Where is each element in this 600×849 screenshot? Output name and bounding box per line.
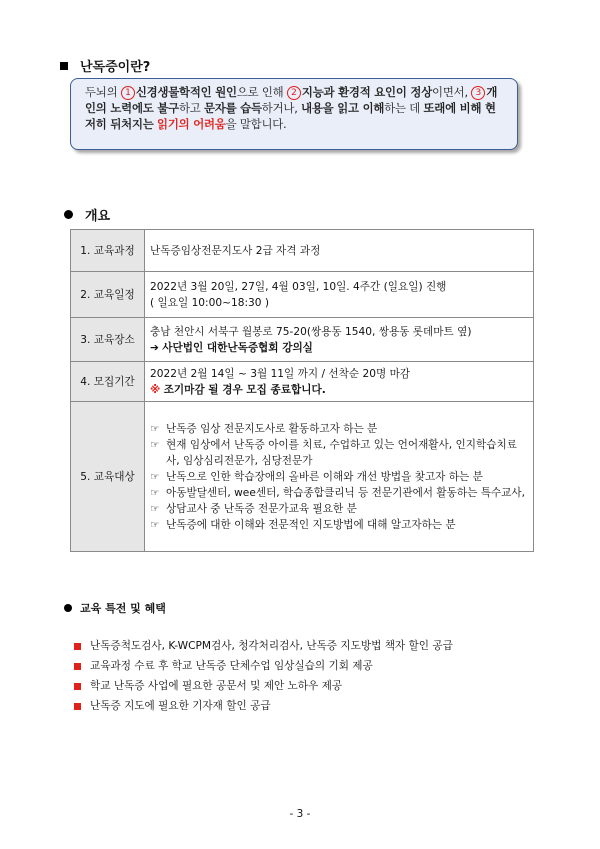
section-heading-dyslexia-definition	[60, 56, 150, 75]
list-item: ☞ 난독증 임상 전문지도사로 활동하고자 하는 분	[150, 422, 378, 435]
round-bullet-icon	[64, 210, 73, 219]
schedule-time: ( 일요일 10:00~18:30 )	[150, 296, 270, 309]
list-item: ☞ 상담교사 중 난독증 전문가교육 필요한 분	[150, 502, 357, 515]
schedule-dates: 2022년 3월 20일, 27일, 4월 03일, 10일. 4주간 (일요일) 진행	[150, 280, 447, 293]
definition-emphasis: 신경생물학적인 원인	[135, 85, 237, 99]
pointing-hand-icon: ☞	[150, 486, 160, 499]
row-value	[145, 362, 534, 402]
row-label: 2. 교육일정	[71, 272, 145, 318]
red-square-bullet-icon	[74, 683, 81, 690]
list-item: ☞ 아동발달센터, wee센터, 학습종합클리닉 등 전문기관에서 활동하는 특수교사,	[150, 486, 526, 499]
early-close-note: 조기마감 될 경우 모집 종료합니다.	[163, 383, 326, 396]
venue-name: 사단법인 대한난독증협회 강의실	[162, 341, 313, 354]
table-row	[71, 402, 534, 552]
section-heading-overview	[64, 205, 110, 224]
page-number: - 3 -	[289, 808, 311, 820]
definition-emphasis: 문자를 습득	[204, 101, 262, 115]
definition-text: 하는 데	[384, 101, 424, 115]
definition-emphasis-red: 읽기의 어려움	[157, 117, 226, 131]
arrow-right-icon: ➔	[150, 341, 159, 354]
recruit-period: 2022년 2월 14일 ~ 3월 11일 까지 / 선착순 20명 마감	[150, 367, 411, 380]
circled-number-1: 1	[121, 86, 135, 100]
red-square-bullet-icon	[74, 703, 81, 710]
circled-number-2: 2	[287, 86, 301, 100]
table-row	[71, 362, 534, 402]
venue-address: 충남 천안시 서북구 월봉로 75-20(쌍용동 1540, 쌍용동 롯데마트 옆)	[150, 325, 472, 338]
definition-text: 두뇌의	[85, 85, 121, 99]
list-item: 학교 난독증 사업에 필요한 공문서 및 제안 노하우 제공	[74, 676, 453, 696]
section-title: 개요	[85, 209, 111, 224]
definition-text: 으로 인해	[236, 85, 287, 99]
table-row	[71, 318, 534, 362]
section-heading-benefits	[64, 600, 166, 616]
red-square-bullet-icon	[74, 663, 81, 670]
row-value	[145, 402, 534, 552]
row-label: 5. 교육대상	[71, 402, 145, 552]
definition-emphasis: 내용을 읽고 이해	[301, 101, 385, 115]
row-label: 4. 모집기간	[71, 362, 145, 402]
definition-text: 하거나,	[261, 101, 302, 115]
list-item: ☞ 난독으로 인한 학습장애의 올바른 이해와 개선 방법을 찾고자 하는 분	[150, 470, 483, 483]
section-title: 난독증이란?	[80, 60, 151, 75]
definition-box	[70, 78, 518, 150]
list-item: 난독증척도검사, K-WCPM검사, 청각처리검사, 난독증 지도방법 책자 할인 공급	[74, 636, 453, 656]
red-square-bullet-icon	[74, 643, 81, 650]
benefits-list	[74, 636, 453, 716]
definition-text: 이면서,	[432, 85, 472, 99]
section-title: 교육 특전 및 혜택	[80, 602, 166, 615]
round-bullet-icon	[64, 604, 72, 612]
reference-mark-icon: ※	[150, 383, 161, 396]
definition-text: 을 말합니다.	[225, 117, 287, 131]
row-label: 3. 교육장소	[71, 318, 145, 362]
list-item: 교육과정 수료 후 학교 난독증 단체수업 임상실습의 기회 제공	[74, 656, 453, 676]
definition-text: 하고	[178, 101, 204, 115]
row-value: 난독증임상전문지도사 2급 자격 과정	[145, 230, 534, 272]
definition-emphasis: 지능과 환경적 요인이 정상	[301, 85, 433, 99]
pointing-hand-icon: ☞	[150, 502, 160, 515]
table-row	[71, 230, 534, 272]
course-overview-table	[70, 229, 534, 552]
list-item: ☞ 현재 임상에서 난독증 아이를 치료, 수업하고 있는 언어재활사, 인지학습치료사, 임상심리전문가, 심당전문가	[150, 438, 517, 467]
definition-emphasis: 또래에 비해 현저히 뒤처지는	[85, 101, 496, 131]
list-item: ☞ 난독증에 대한 이해와 전문적인 지도방법에 대해 알고자하는 분	[150, 518, 456, 531]
pointing-hand-icon: ☞	[150, 422, 160, 435]
pointing-hand-icon: ☞	[150, 438, 160, 451]
pointing-hand-icon: ☞	[150, 470, 160, 483]
row-label: 1. 교육과정	[71, 230, 145, 272]
definition-emphasis: 개인의 노력에도 불구	[85, 85, 498, 115]
pointing-hand-icon: ☞	[150, 518, 160, 531]
square-bullet-icon	[60, 62, 68, 70]
row-value	[145, 318, 534, 362]
row-value	[145, 272, 534, 318]
table-row	[71, 272, 534, 318]
list-item: 난독증 지도에 필요한 기자재 할인 공급	[74, 696, 453, 716]
circled-number-3: 3	[471, 86, 485, 100]
